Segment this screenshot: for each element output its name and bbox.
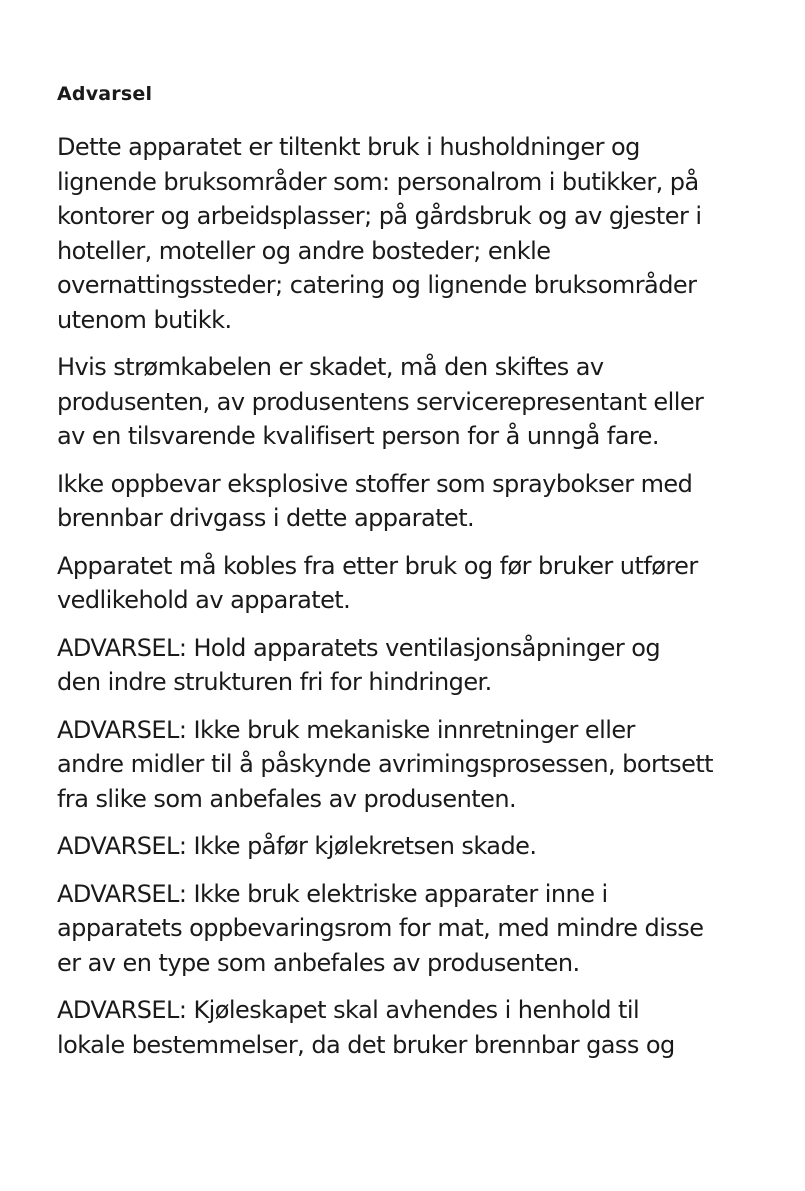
text-line: ADVARSEL: Hold apparatets ventilasjonsåpninger og [57,633,661,662]
text-line: brennbar drivgass i dette apparatet. [57,504,475,532]
paragraph-warning-defrost [57,713,777,817]
text-line: lignende bruksområder som: personalrom i butikker, på [57,167,699,196]
text-line: hoteller, moteller og andre bosteder; enkle [57,236,551,265]
text-line: utenom butikk. [57,305,232,334]
text-line: ADVARSEL: Ikke bruk elektriske apparater inne i [57,879,608,908]
text-line: Hvis strømkabelen er skadet, må den skiftes av [57,353,604,381]
paragraph-intended-use [57,130,777,337]
paragraph-power-cable [57,350,777,454]
text-line: Dette apparatet er tiltenkt bruk i husholdninger og [57,133,640,161]
text-line: apparatets oppbevaringsrom for mat, med mindre disse [57,914,704,942]
text-line: Apparatet må kobles fra etter bruk og før bruker utfører [57,551,698,580]
text-line: overnattingssteder; catering og lignende bruksområder [57,271,697,299]
text-line: Ikke oppbevar eksplosive stoffer som spraybokser med [57,469,693,498]
paragraph-warning-disposal [57,993,777,1062]
document-page [57,80,777,1075]
text-line: andre midler til å påskynde avrimingsprosessen, bortsett [57,750,714,778]
text-line: fra slike som anbefales av produsenten. [57,784,517,813]
paragraph-warning-ventilation [57,631,777,700]
text-line: den indre strukturen fri for hindringer. [57,668,492,696]
paragraph-explosives [57,467,777,536]
text-line: er av en type som anbefales av produsenten. [57,948,580,977]
section-heading: Advarsel [57,83,153,105]
text-line: ADVARSEL: Kjøleskapet skal avhendes i henhold til [57,996,640,1024]
text-line: lokale bestemmelser, da det bruker brennbar gass og [57,1030,675,1059]
paragraph-warning-refrigerant [57,829,777,864]
text-line: ADVARSEL: Ikke påfør kjølekretsen skade. [57,832,537,860]
text-line: av en tilsvarende kvalifisert person for å unngå fare. [57,422,659,450]
paragraph-warning-electrical [57,877,777,981]
text-line: produsenten, av produsentens servicerepresentant eller [57,387,704,416]
paragraph-disconnect [57,549,777,618]
text-line: ADVARSEL: Ikke bruk mekaniske innretninger eller [57,715,635,744]
text-line: vedlikehold av apparatet. [57,586,351,614]
text-line: kontorer og arbeidsplasser; på gårdsbruk og av gjester i [57,202,702,230]
